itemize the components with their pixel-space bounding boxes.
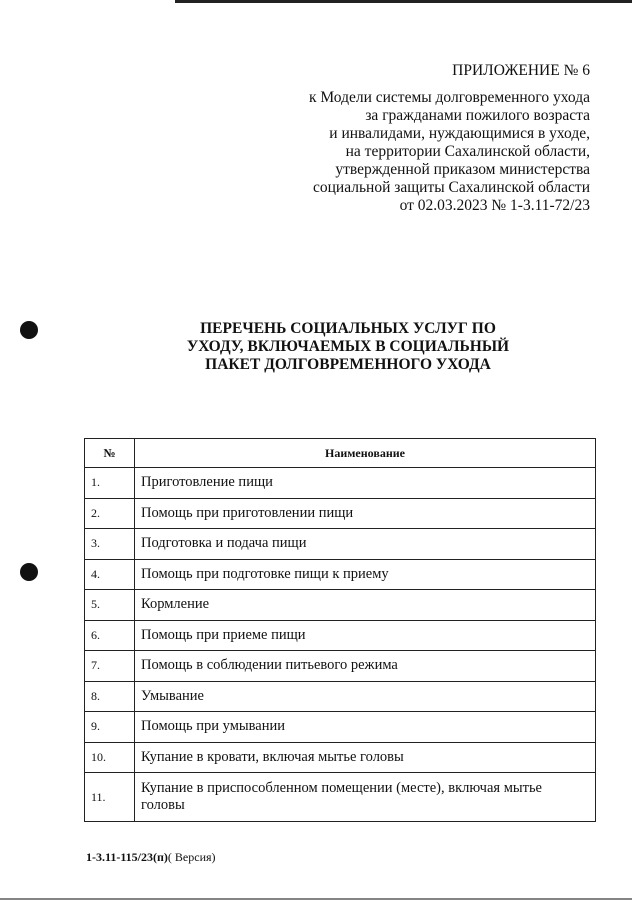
row-number: 1. — [85, 468, 135, 499]
punch-hole-bottom — [20, 563, 38, 581]
row-number: 10. — [85, 742, 135, 773]
service-name: Купание в кровати, включая мытье головы — [135, 742, 596, 773]
document-footer — [86, 850, 216, 865]
appendix-line: утвержденной приказом министерства — [335, 161, 590, 178]
row-number: 8. — [85, 681, 135, 712]
scan-edge-top — [175, 0, 632, 3]
table-row — [85, 620, 596, 651]
service-name: Подготовка и подача пищи — [135, 529, 596, 560]
document-title — [0, 320, 632, 374]
table-row — [85, 529, 596, 560]
service-name: Помощь при приготовлении пищи — [135, 498, 596, 529]
table-row — [85, 651, 596, 682]
table-row — [85, 742, 596, 773]
row-number: 3. — [85, 529, 135, 560]
row-number: 6. — [85, 620, 135, 651]
appendix-line: социальной защиты Сахалинской области — [312, 179, 590, 196]
table-row — [85, 712, 596, 743]
service-name: Помощь при приеме пищи — [135, 620, 596, 651]
document-title-line: ПЕРЕЧЕНЬ СОЦИАЛЬНЫХ УСЛУГ ПО — [200, 320, 496, 337]
table-row — [85, 590, 596, 621]
row-number: 2. — [85, 498, 135, 529]
document-title-line: УХОДУ, ВКЛЮЧАЕМЫХ В СОЦИАЛЬНЫЙ — [186, 338, 510, 355]
document-title-line: ПАКЕТ ДОЛГОВРЕМЕННОГО УХОДА — [205, 356, 491, 373]
scan-edge-bottom — [0, 898, 632, 900]
row-number: 11. — [85, 773, 135, 822]
row-number: 5. — [85, 590, 135, 621]
row-number: 7. — [85, 651, 135, 682]
table-row — [85, 559, 596, 590]
service-name: Приготовление пищи — [135, 468, 596, 499]
service-name: Умывание — [135, 681, 596, 712]
appendix-line: от 02.03.2023 № 1-3.11-72/23 — [399, 197, 590, 214]
appendix-line: на территории Сахалинской области, — [345, 143, 590, 160]
document-code: 1-3.11-115/23(п) — [86, 850, 168, 864]
row-number: 9. — [85, 712, 135, 743]
column-header-name: Наименование — [135, 439, 596, 468]
service-name: Купание в приспособленном помещении (месте), включая мытье головы — [135, 773, 596, 822]
row-number: 4. — [85, 559, 135, 590]
appendix-line: за гражданами пожилого возраста — [365, 107, 590, 124]
appendix-line: и инвалидами, нуждающимися в уходе, — [329, 125, 590, 142]
services-table — [84, 438, 596, 822]
table-row — [85, 498, 596, 529]
column-header-number: № — [85, 439, 135, 468]
service-name: Помощь при подготовке пищи к приему — [135, 559, 596, 590]
appendix-title: ПРИЛОЖЕНИЕ № 6 — [452, 62, 590, 79]
appendix-line: к Модели системы долговременного ухода — [308, 89, 590, 106]
table-row — [85, 468, 596, 499]
table-row — [85, 681, 596, 712]
table-header-row — [85, 439, 596, 468]
document-version: ( Версия) — [167, 850, 216, 864]
appendix-header — [270, 62, 590, 215]
service-name: Помощь при умывании — [135, 712, 596, 743]
service-name: Кормление — [135, 590, 596, 621]
table-row — [85, 773, 596, 822]
service-name: Помощь в соблюдении питьевого режима — [135, 651, 596, 682]
